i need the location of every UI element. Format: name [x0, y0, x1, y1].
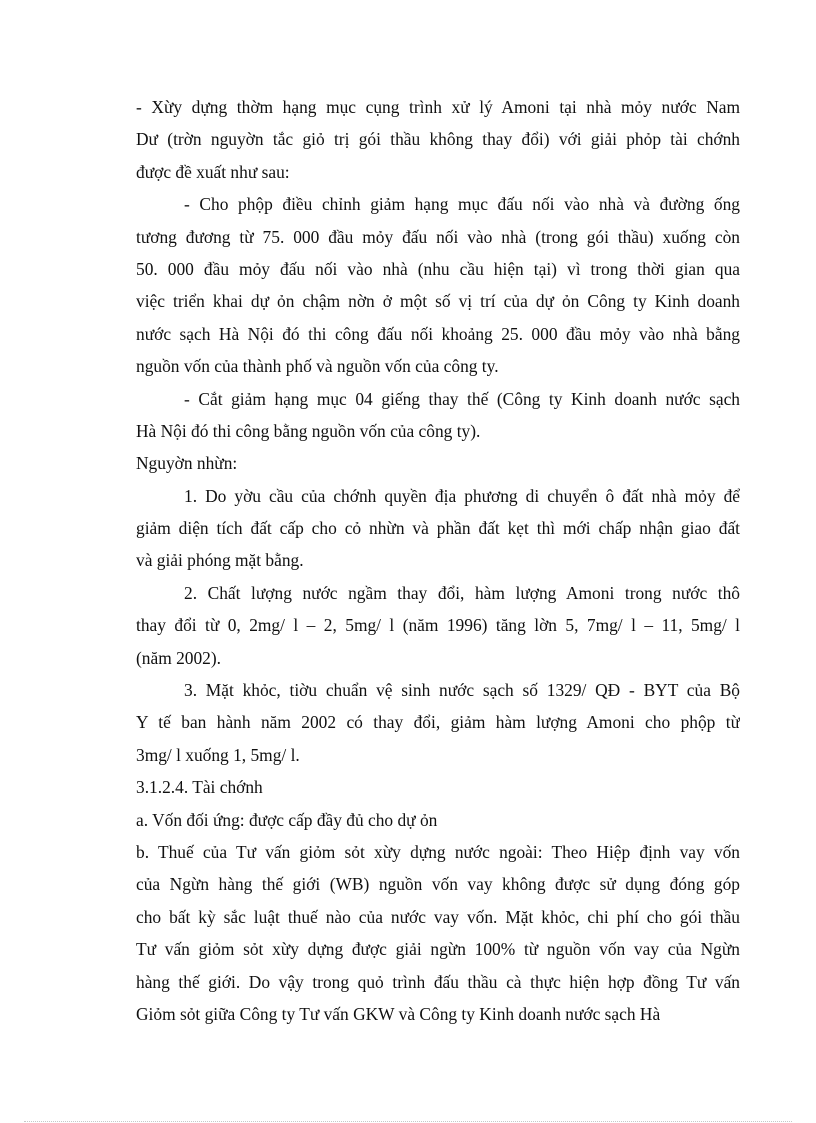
text-line: - Cắt giảm hạng mục 04 giếng thay thế (Công ty Kinh doanh nước sạch	[184, 388, 740, 409]
text-line: việc triển khai dự ỏn chậm nờn ở một số vị trí của dự ỏn Công ty Kinh doanh	[136, 291, 740, 312]
page-bottom-rule	[24, 1121, 792, 1122]
text-line: 3mg/ l xuống 1, 5mg/ l.	[136, 744, 300, 765]
text-line: 50. 000 đầu mỏy đấu nối vào nhà (nhu cầu hiện tại) vì trong thời gian qua	[136, 258, 740, 279]
text-line: hàng thế giới. Do vậy trong quỏ trình đấu thầu cà thực hiện hợp đồng Tư vấn	[136, 971, 740, 992]
text-line: Y tế ban hành năm 2002 có thay đổi, giảm hàm lượng Amoni cho phộp từ	[136, 712, 740, 733]
text-line: (năm 2002).	[136, 647, 222, 668]
text-line: và giải phóng mặt bằng.	[136, 550, 304, 571]
text-line: 3. Mặt khỏc, tiờu chuẩn vệ sinh nước sạch số 1329/ QĐ - BYT của Bộ	[184, 680, 740, 701]
text-line: - Cho phộp điều chỉnh giảm hạng mục đấu nối vào nhà và đường ống	[184, 194, 740, 215]
text-line: Dư (trờn nguyờn tắc giỏ trị gói thầu không thay đổi) với giải phỏp tài chớnh	[136, 129, 740, 150]
text-line: a. Vốn đối ứng: được cấp đầy đủ cho dự ỏn	[136, 809, 438, 830]
text-line: tương đương từ 75. 000 đầu mỏy đấu nối vào nhà (trong gói thầu) xuống còn	[136, 226, 740, 247]
document-body	[136, 91, 740, 1030]
text-line: cho bất kỳ sắc luật thuế nào của nước vay vốn. Mặt khỏc, chi phí cho gói thầu	[136, 906, 740, 927]
text-line: Giỏm sỏt giữa Công ty Tư vấn GKW và Công ty Kinh doanh nước sạch Hà	[136, 1003, 661, 1024]
text-line: của Ngừn hàng thế giới (WB) nguồn vốn vay không được sử dụng đóng góp	[136, 874, 740, 895]
section-label: Nguyờn nhừn:	[136, 453, 238, 474]
text-line: nguồn vốn của thành phố và nguồn vốn của công ty.	[136, 356, 499, 377]
text-line: giảm diện tích đất cấp cho cỏ nhừn và phần đất kẹt thì mới chấp nhận giao đất	[136, 518, 740, 539]
section-heading: 3.1.2.4. Tài chớnh	[136, 777, 263, 798]
text-line: Hà Nội đó thi công bằng nguồn vốn của công ty).	[136, 420, 481, 441]
text-line: 2. Chất lượng nước ngầm thay đổi, hàm lượng Amoni trong nước thô	[184, 582, 740, 603]
text-line: nước sạch Hà Nội đó thi công đấu nối khoảng 25. 000 đầu mỏy vào nhà bằng	[136, 323, 740, 344]
text-line: 1. Do yờu cầu của chớnh quyền địa phương di chuyển ô đất nhà mỏy để	[184, 485, 740, 506]
text-line: b. Thuế của Tư vấn giỏm sỏt xừy dựng nước ngoài: Theo Hiệp định vay vốn	[136, 841, 740, 862]
text-line: - Xừy dựng thờm hạng mục cụng trình xử lý Amoni tại nhà mỏy nước Nam	[136, 97, 740, 117]
text-line: thay đổi từ 0, 2mg/ l – 2, 5mg/ l (năm 1996) tăng lờn 5, 7mg/ l – 11, 5mg/ l	[136, 615, 740, 636]
text-line: Tư vấn giỏm sỏt xừy dựng được giải ngừn 100% từ nguồn vốn vay của Ngừn	[136, 939, 740, 960]
text-line: được đề xuất như sau:	[136, 161, 290, 182]
